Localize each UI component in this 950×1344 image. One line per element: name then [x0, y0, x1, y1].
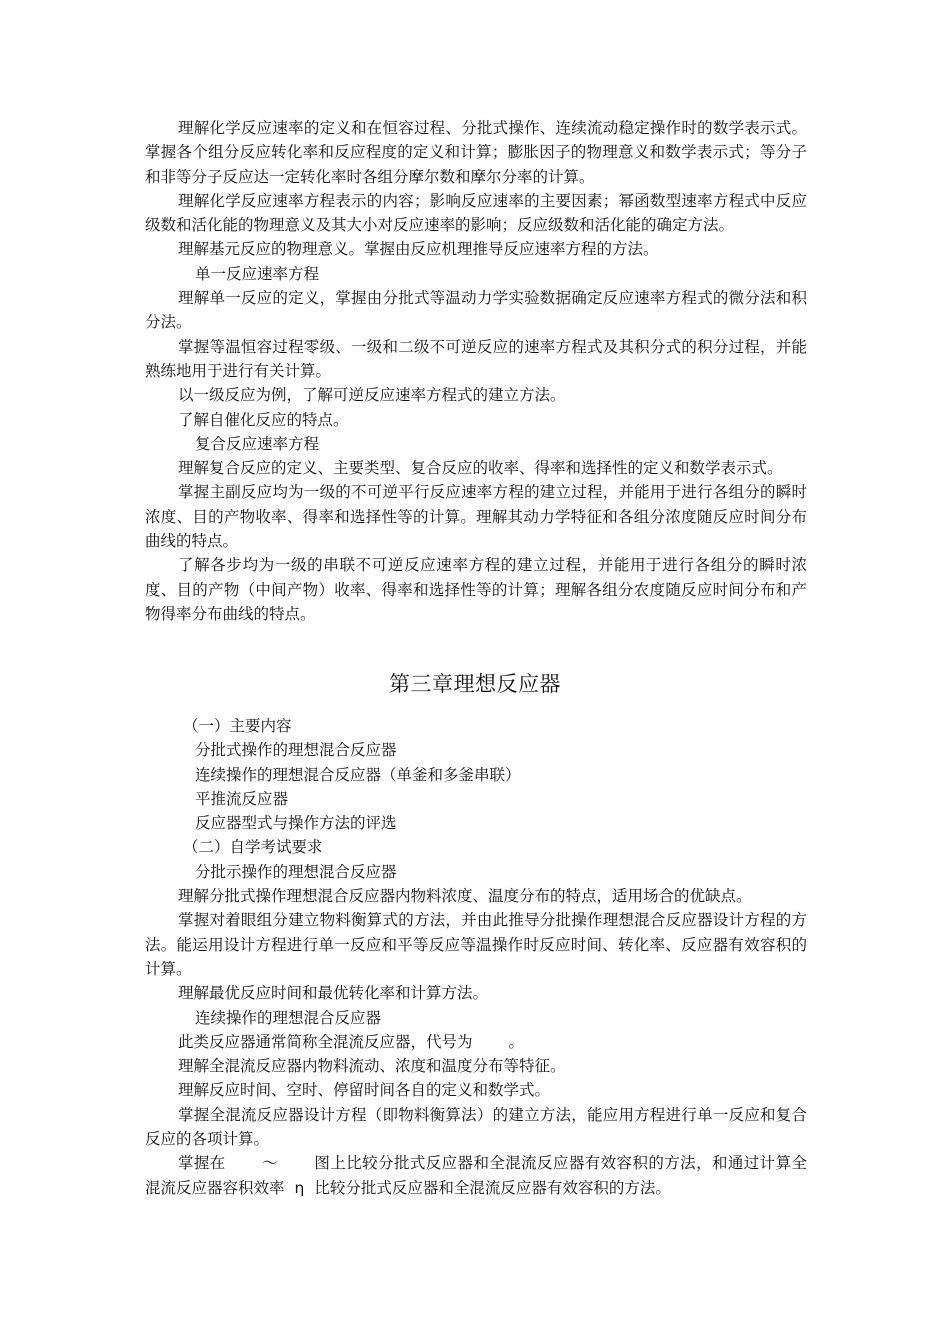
paragraph: 理解分批式操作理想混合反应器内物料浓度、温度分布的特点，适用场合的优缺点。: [178, 887, 752, 906]
paragraph: 理解最优反应时间和最优转化率和计算方法。: [178, 984, 489, 1003]
outline-heading: （一）主要内容: [183, 717, 292, 735]
outline-item: 反应器型式与操作方法的评选: [195, 814, 397, 833]
chapter-title: [0, 668, 950, 700]
tilde-symbol: ～: [261, 1154, 279, 1173]
outline-item: 分批式操作的理想混合反应器: [195, 741, 397, 760]
paragraph: 理解化学反应速率的定义和在恒容过程、分批式操作、连续流动稳定操作时的数学表示式。掌握各个组分反应转化率和反应程度的定义和计算；膨胀因子的物理意义和数学表示式；等分子和非等分子反应达一定转化率时各组分摩尔数和摩尔分率的计算。: [145, 119, 807, 186]
paragraph: 以一级反应为例，了解可逆反应速率方程式的建立方法。: [178, 386, 566, 405]
eta-symbol: η: [294, 1178, 305, 1197]
subheading: 分批示操作的理想混合反应器: [195, 862, 397, 881]
outline-heading: （二）自学考试要求: [183, 838, 323, 857]
paragraph: [145, 1030, 807, 1054]
subheading: 单一反应速率方程: [195, 264, 320, 283]
paragraph-text: 此类反应器通常简称全混流反应器，代号为: [178, 1032, 473, 1051]
paragraph-text: 图上比较分批式反应器和全混流反应器有效容积的方法，和通过计算全混流反应器容积效率: [145, 1154, 807, 1197]
paragraph: 掌握主副反应均为一级的不可逆平行反应速率方程的建立过程，并能用于进行各组分的瞬时浓度、目的产物收率、得率和选择性等的计算。理解其动力学特征和各组分浓度随反应时间分布曲线的特点。: [145, 483, 807, 551]
paragraph: 理解化学反应速率方程表示的内容；影响反应速率的主要因素；幂函数型速率方程式中反应级数和活化能的物理意义及其大小对反应速率的影响；反应级数和活化能的确定方法。: [145, 191, 807, 235]
paragraph: 了解自催化反应的特点。: [178, 410, 349, 429]
section-ideal-reactors: [145, 714, 807, 1200]
paragraph: 掌握对着眼组分建立物料衡算式的方法，并由此推导分批操作理想混合反应器设计方程的方法。能运用设计方程进行单一反应和平等反应等温操作时反应时间、转化率、反应器有效容积的计算。: [145, 911, 807, 978]
paragraph: 理解全混流反应器内物料流动、浓度和温度分布等特征。: [178, 1057, 566, 1076]
paragraph-text: 掌握在: [178, 1154, 226, 1173]
paragraph: 掌握全混流反应器设计方程（即物料衡算法）的建立方法，能应用方程进行单一反应和复合反应的各项计算。: [145, 1105, 807, 1149]
paragraph: 理解复合反应的定义、主要类型、复合反应的收率、得率和选择性的定义和数学表示式。: [178, 459, 783, 478]
paragraph: 掌握等温恒容过程零级、一级和二级不可逆反应的速率方程式及其积分式的积分过程，并能熟练地用于进行有关计算。: [145, 337, 807, 380]
paragraph: 了解各步均为一级的串联不可逆反应速率方程的建立过程，并能用于进行各组分的瞬时浓度、目的产物（中间产物）收率、得率和选择性等的计算；理解各组分农度随反应时间分布和产物得率分布曲线的特点。: [145, 556, 807, 623]
chapter-name: 理想反应器: [453, 672, 561, 696]
paragraph: 理解反应时间、空时、停留时间各自的定义和数学式。: [178, 1081, 551, 1100]
paragraph-text: 。: [508, 1032, 525, 1051]
paragraph: 理解基元反应的物理意义。掌握由反应机理推导反应速率方程的方法。: [178, 240, 659, 259]
chapter-number: 第三章: [389, 672, 454, 696]
subheading: 复合反应速率方程: [195, 434, 320, 453]
section-chemical-kinetics: [145, 116, 807, 626]
paragraph: [145, 1151, 807, 1200]
paragraph: 理解单一反应的定义，掌握由分批式等温动力学实验数据确定反应速率方程式的微分法和积分法。: [145, 289, 807, 332]
outline-item: 平推流反应器: [195, 789, 289, 808]
paragraph-text: 比较分批式反应器和全混流反应器有效容积的方法。: [314, 1178, 671, 1197]
outline-item: 连续操作的理想混合反应器（单釜和多釜串联）: [195, 765, 521, 784]
subheading: 连续操作的理想混合反应器: [195, 1008, 382, 1027]
